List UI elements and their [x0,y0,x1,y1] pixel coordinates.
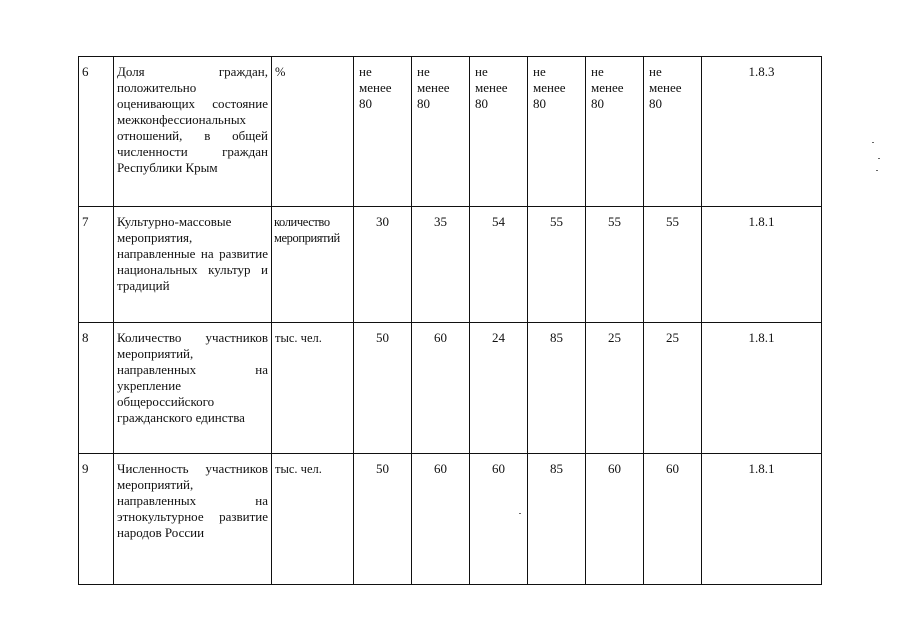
indicator-name: Численность участников мероприятий, направленных на этнокультурное развитие народов России [114,454,272,585]
scan-speck [878,158,880,159]
table-row [79,207,822,323]
table-row [79,57,822,207]
value-cell: 85 [528,454,586,585]
reference-code: 1.8.1 [702,207,822,323]
value-cell: 54 [470,207,528,323]
value-cell: 35 [412,207,470,323]
table-row [79,454,822,585]
reference-code: 1.8.3 [702,57,822,207]
scan-speck [519,513,521,514]
reference-code: 1.8.1 [702,454,822,585]
value-cell: 55 [528,207,586,323]
value-cell: 25 [644,323,702,454]
value-cell: 60 [412,454,470,585]
table-row [79,323,822,454]
row-number: 9 [79,454,114,585]
indicators-table [78,56,822,585]
unit-of-measure: количество мероприятий [272,207,354,323]
value-cell: 60 [644,454,702,585]
value-cell: 50 [354,323,412,454]
row-number: 6 [79,57,114,207]
indicator-name: Количество участников мероприятий, направленных на укрепление общероссийского гражданского единства [114,323,272,454]
value-cell: не менее 80 [644,57,702,207]
row-number: 8 [79,323,114,454]
unit-of-measure: % [272,57,354,207]
value-cell: 55 [586,207,644,323]
scan-speck [876,170,878,171]
value-cell: 60 [412,323,470,454]
value-cell: 50 [354,454,412,585]
value-cell: 60 [586,454,644,585]
row-number: 7 [79,207,114,323]
value-cell: 55 [644,207,702,323]
value-cell: не менее 80 [528,57,586,207]
unit-of-measure: тыс. чел. [272,454,354,585]
unit-of-measure: тыс. чел. [272,323,354,454]
value-cell: 85 [528,323,586,454]
value-cell: не менее 80 [354,57,412,207]
reference-code: 1.8.1 [702,323,822,454]
indicator-name: Культурно-массовые мероприятия, направленные на развитие национальных культур и традиций [114,207,272,323]
value-cell: 24 [470,323,528,454]
indicator-name: Доля граждан, положительно оценивающих состояние межконфессиональных отношений, в общей численности граждан Республики Крым [114,57,272,207]
value-cell: 25 [586,323,644,454]
value-cell: не менее 80 [470,57,528,207]
value-cell: 30 [354,207,412,323]
value-cell: 60 [470,454,528,585]
scan-speck [872,142,874,143]
value-cell: не менее 80 [412,57,470,207]
value-cell: не менее 80 [586,57,644,207]
